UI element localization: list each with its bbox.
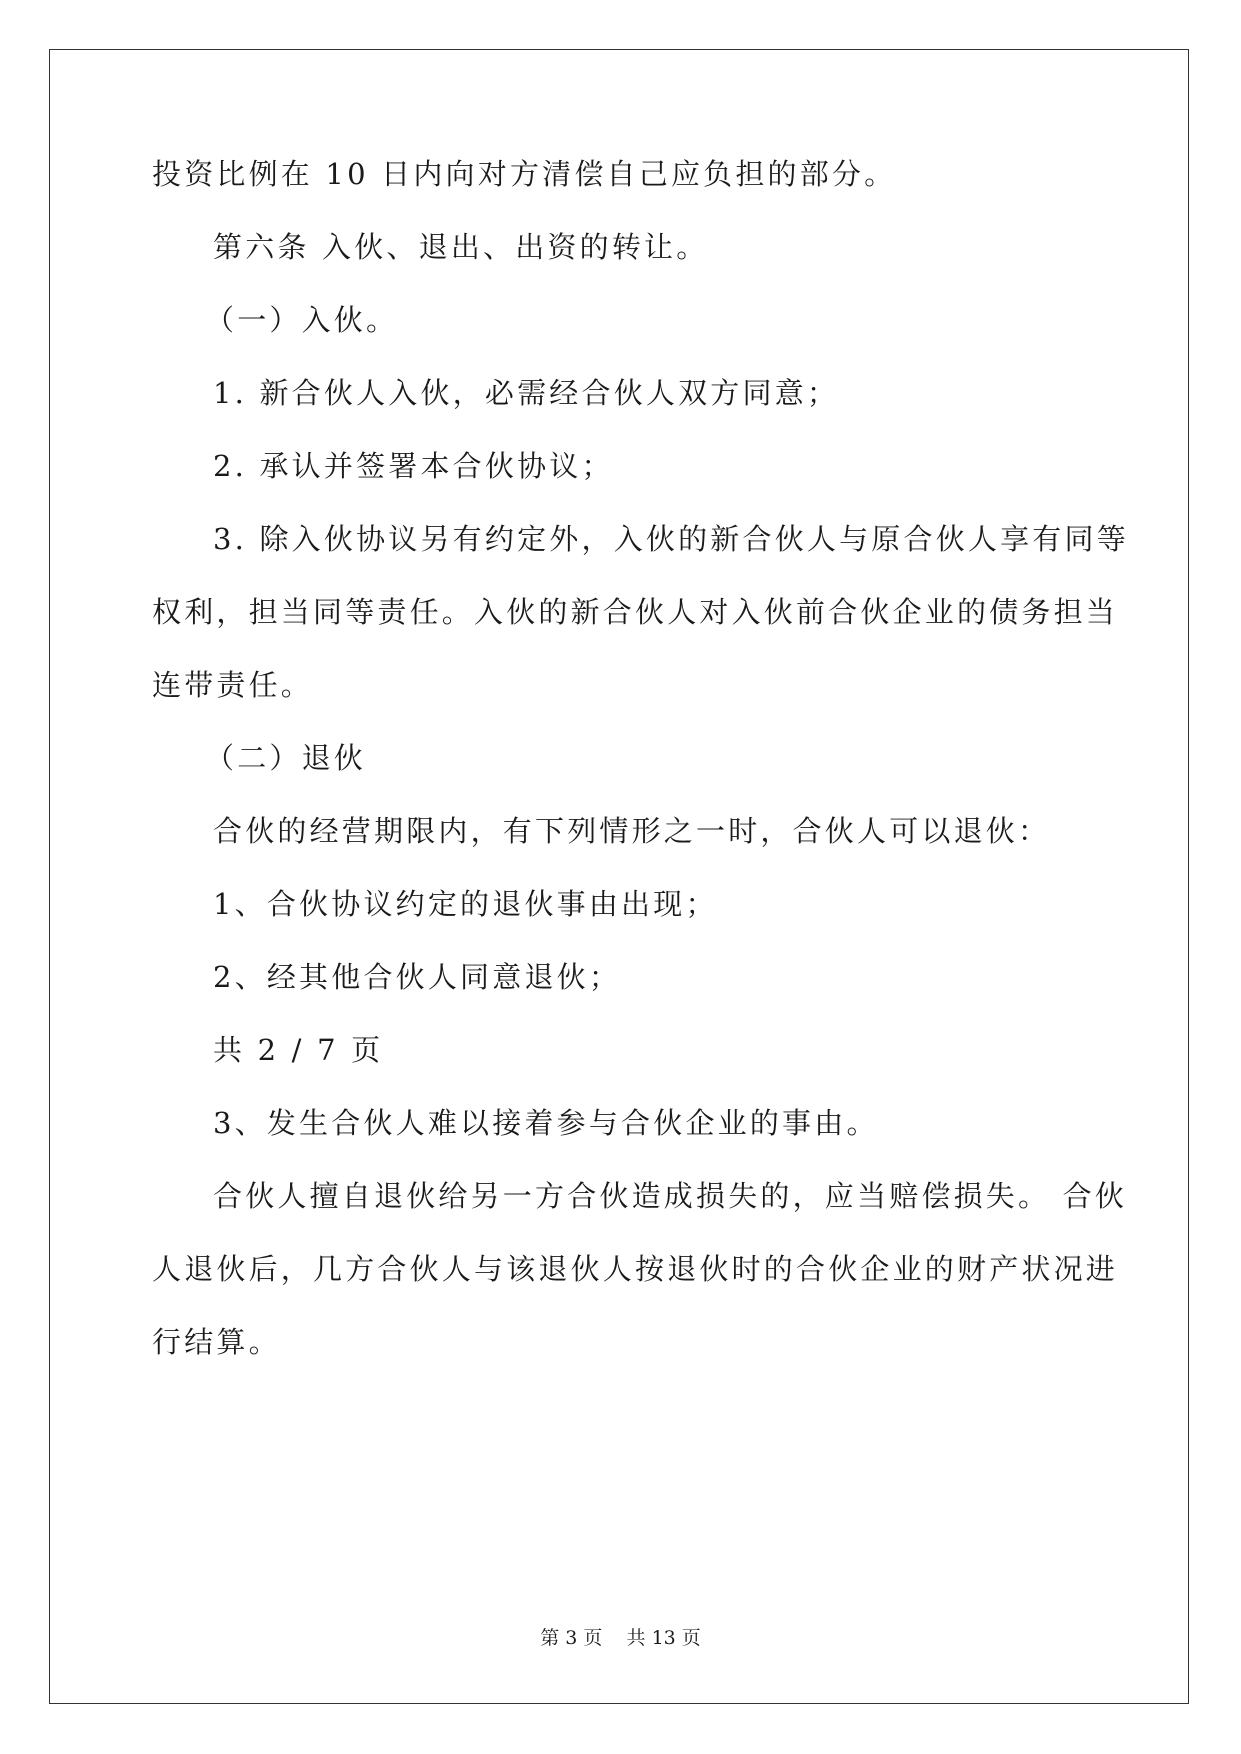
section-heading: （一）入伙。 bbox=[205, 303, 399, 337]
list-item: 1. 新合伙人入伙，必需经合伙人双方同意； bbox=[213, 376, 840, 410]
paragraph-line: 人退伙后，几方合伙人与该退伙人按退伙时的合伙企业的财产状况进 bbox=[152, 1252, 1119, 1286]
list-item: 2. 承认并签署本合伙协议； bbox=[213, 449, 614, 483]
page-footer bbox=[0, 1623, 1241, 1650]
paragraph-line: 合伙的经营期限内，有下列情形之一时，合伙人可以退伙： bbox=[213, 814, 1051, 848]
paragraph-line: 连带责任。 bbox=[152, 668, 314, 702]
paragraph-line: 投资比例在 10 日内向对方清偿自己应负担的部分。 bbox=[152, 157, 897, 191]
list-item: 2、经其他合伙人同意退伙； bbox=[213, 960, 622, 994]
paragraph-line: 行结算。 bbox=[152, 1325, 281, 1359]
paragraph-line: 合伙人擅自退伙给另一方合伙造成损失的，应当赔偿损失。 合伙 bbox=[213, 1179, 1128, 1213]
list-item: 3、发生合伙人难以接着参与合伙企业的事由。 bbox=[213, 1106, 879, 1140]
page-number: 第 3 页 共 13 页 bbox=[540, 1627, 701, 1649]
list-item: 1、合伙协议约定的退伙事由出现； bbox=[213, 887, 718, 921]
article-heading: 第六条 入伙、退出、出资的转让。 bbox=[213, 230, 709, 264]
inline-page-marker: 共 2 / 7 页 bbox=[213, 1033, 384, 1067]
list-item: 3. 除入伙协议另有约定外，入伙的新合伙人与原合伙人享有同等 bbox=[213, 522, 1129, 556]
section-heading: （二）退伙 bbox=[205, 741, 367, 775]
paragraph-line: 权利，担当同等责任。入伙的新合伙人对入伙前合伙企业的债务担当 bbox=[152, 595, 1119, 629]
page-border bbox=[49, 49, 1189, 1704]
